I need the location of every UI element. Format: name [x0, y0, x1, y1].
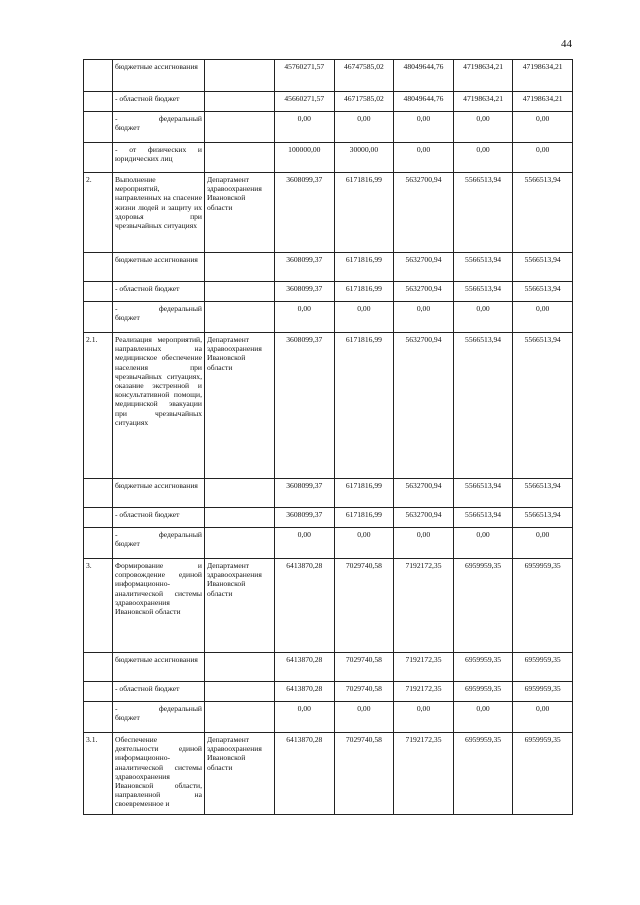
amount-cell-year-4: 47198634,21 [453, 92, 513, 112]
federal-dash: - [115, 304, 118, 313]
amount-cell-year-4: 0,00 [453, 528, 513, 559]
amount-cell-year-2: 46747585,02 [334, 60, 394, 92]
federal-budget-label [113, 528, 205, 559]
amount-cell-year-4: 6959959,35 [453, 653, 513, 682]
funding-source-label: - областной бюджет [113, 282, 205, 302]
amount-cell-year-3: 7192172,35 [394, 653, 454, 682]
federal-tail: бюджет [115, 313, 140, 323]
item-number-cell [84, 302, 113, 333]
executor-cell [205, 528, 275, 559]
federal-tail: бюджет [115, 123, 140, 133]
amount-cell-year-5: 0,00 [513, 702, 573, 733]
amount-cell-year-2: 6171816,99 [334, 333, 394, 479]
budget-table [83, 59, 573, 815]
table-row-sub [84, 479, 573, 508]
amount-cell-year-3: 7192172,35 [394, 559, 454, 653]
executor-cell: Департамент здравоохранения Ивановской области [205, 733, 275, 815]
item-number-cell: 3. [84, 559, 113, 653]
table-row-sub [84, 682, 573, 702]
executor-cell [205, 508, 275, 528]
executor-cell [205, 682, 275, 702]
amount-cell-year-1: 3608099,37 [275, 333, 335, 479]
amount-cell-year-4: 6959959,35 [453, 733, 513, 815]
amount-cell-year-2: 46717585,02 [334, 92, 394, 112]
table-row-sub [84, 92, 573, 112]
amount-cell-year-1: 45760271,57 [275, 60, 335, 92]
amount-cell-year-5: 47198634,21 [513, 92, 573, 112]
amount-cell-year-1: 0,00 [275, 528, 335, 559]
table-row-item [84, 559, 573, 653]
amount-cell-year-2: 7029740,58 [334, 682, 394, 702]
item-number-cell [84, 702, 113, 733]
table-row-sub [84, 143, 573, 173]
amount-cell-year-2: 7029740,58 [334, 733, 394, 815]
table-row-item [84, 333, 573, 479]
amount-cell-year-1: 3608099,37 [275, 508, 335, 528]
amount-cell-year-5: 6959959,35 [513, 733, 573, 815]
amount-cell-year-3: 0,00 [394, 143, 454, 173]
item-name-cell: Обеспечение деятельности единой информационно-аналитической системы здравоохранения Ивановской области, направленной на своевременное и [113, 733, 205, 815]
amount-cell-year-5: 47198634,21 [513, 60, 573, 92]
executor-cell [205, 92, 275, 112]
executor-cell [205, 60, 275, 92]
item-number-cell [84, 528, 113, 559]
amount-cell-year-1: 3608099,37 [275, 479, 335, 508]
table-row-sub [84, 653, 573, 682]
amount-cell-year-1: 45660271,57 [275, 92, 335, 112]
item-number-cell [84, 282, 113, 302]
amount-cell-year-1: 6413870,28 [275, 733, 335, 815]
executor-cell [205, 653, 275, 682]
item-name-cell: Реализация мероприятий, направленных на медицинское обеспечение населения при чрезвычайных ситуациях, оказание экстренной и консультативной помощи, медицинской эвакуации при чрезвычайных ситуациях [113, 333, 205, 479]
amount-cell-year-4: 6959959,35 [453, 682, 513, 702]
federal-dash: - [115, 114, 118, 123]
amount-cell-year-1: 6413870,28 [275, 653, 335, 682]
amount-cell-year-3: 0,00 [394, 702, 454, 733]
amount-cell-year-2: 0,00 [334, 302, 394, 333]
amount-cell-year-3: 7192172,35 [394, 682, 454, 702]
item-number-cell [84, 143, 113, 173]
amount-cell-year-2: 7029740,58 [334, 559, 394, 653]
amount-cell-year-4: 6959959,35 [453, 559, 513, 653]
executor-cell [205, 282, 275, 302]
amount-cell-year-3: 5632700,94 [394, 508, 454, 528]
table-row-sub [84, 508, 573, 528]
item-number-cell [84, 508, 113, 528]
amount-cell-year-3: 0,00 [394, 302, 454, 333]
amount-cell-year-5: 6959959,35 [513, 559, 573, 653]
funding-source-label: - областной бюджет [113, 508, 205, 528]
amount-cell-year-3: 5632700,94 [394, 253, 454, 282]
item-number-cell [84, 92, 113, 112]
amount-cell-year-5: 5566513,94 [513, 333, 573, 479]
amount-cell-year-1: 3608099,37 [275, 253, 335, 282]
executor-cell [205, 302, 275, 333]
amount-cell-year-2: 0,00 [334, 702, 394, 733]
item-number-cell [84, 479, 113, 508]
federal-tail: бюджет [115, 539, 140, 549]
amount-cell-year-4: 5566513,94 [453, 333, 513, 479]
amount-cell-year-2: 6171816,99 [334, 173, 394, 253]
table-row-item [84, 173, 573, 253]
amount-cell-year-4: 5566513,94 [453, 282, 513, 302]
amount-cell-year-4: 5566513,94 [453, 479, 513, 508]
amount-cell-year-3: 5632700,94 [394, 479, 454, 508]
amount-cell-year-4: 0,00 [453, 143, 513, 173]
amount-cell-year-5: 0,00 [513, 302, 573, 333]
table-row-sub [84, 702, 573, 733]
amount-cell-year-2: 0,00 [334, 112, 394, 143]
federal-budget-label [113, 112, 205, 143]
amount-cell-year-2: 6171816,99 [334, 282, 394, 302]
amount-cell-year-4: 0,00 [453, 702, 513, 733]
amount-cell-year-2: 6171816,99 [334, 479, 394, 508]
table-row-sub [84, 282, 573, 302]
amount-cell-year-3: 5632700,94 [394, 173, 454, 253]
executor-cell: Департамент здравоохранения Ивановской области [205, 559, 275, 653]
funding-source-label: - областной бюджет [113, 92, 205, 112]
executor-cell: Департамент здравоохранения Ивановской области [205, 173, 275, 253]
item-name-cell: Выполнение мероприятий, направленных на спасение жизни людей и защиту их здоровья при чрезвычайных ситуациях [113, 173, 205, 253]
amount-cell-year-2: 7029740,58 [334, 653, 394, 682]
amount-cell-year-2: 30000,00 [334, 143, 394, 173]
table-row-sub [84, 253, 573, 282]
federal-word: федеральный [158, 530, 202, 539]
funding-source-label: - областной бюджет [113, 682, 205, 702]
funding-source-label: бюджетные ассигнования [113, 253, 205, 282]
table-row-item [84, 733, 573, 815]
amount-cell-year-3: 48049644,76 [394, 92, 454, 112]
item-number-cell [84, 112, 113, 143]
item-number-cell [84, 653, 113, 682]
amount-cell-year-1: 0,00 [275, 302, 335, 333]
executor-cell [205, 112, 275, 143]
amount-cell-year-1: 0,00 [275, 702, 335, 733]
amount-cell-year-1: 6413870,28 [275, 559, 335, 653]
item-number-cell: 2.1. [84, 333, 113, 479]
amount-cell-year-4: 5566513,94 [453, 508, 513, 528]
amount-cell-year-4: 0,00 [453, 302, 513, 333]
amount-cell-year-5: 5566513,94 [513, 282, 573, 302]
amount-cell-year-5: 5566513,94 [513, 479, 573, 508]
table-row-sub [84, 302, 573, 333]
amount-cell-year-4: 0,00 [453, 112, 513, 143]
executor-cell: Департамент здравоохранения Ивановской области [205, 333, 275, 479]
federal-word: федеральный [158, 304, 202, 313]
page-number: 44 [561, 38, 572, 50]
amount-cell-year-1: 0,00 [275, 112, 335, 143]
item-number-cell [84, 60, 113, 92]
amount-cell-year-5: 0,00 [513, 143, 573, 173]
federal-dash: - [115, 704, 118, 713]
table-row-sub [84, 528, 573, 559]
federal-tail: бюджет [115, 713, 140, 723]
amount-cell-year-3: 5632700,94 [394, 333, 454, 479]
amount-cell-year-4: 47198634,21 [453, 60, 513, 92]
amount-cell-year-2: 6171816,99 [334, 508, 394, 528]
amount-cell-year-4: 5566513,94 [453, 253, 513, 282]
executor-cell [205, 479, 275, 508]
executor-cell [205, 143, 275, 173]
executor-cell [205, 253, 275, 282]
amount-cell-year-5: 6959959,35 [513, 653, 573, 682]
amount-cell-year-1: 3608099,37 [275, 282, 335, 302]
funding-source-label: - от физических и юридических лиц [113, 143, 205, 173]
item-number-cell [84, 682, 113, 702]
federal-word: федеральный [158, 114, 202, 123]
amount-cell-year-1: 100000,00 [275, 143, 335, 173]
amount-cell-year-5: 5566513,94 [513, 253, 573, 282]
federal-dash: - [115, 530, 118, 539]
funding-source-label: бюджетные ассигнования [113, 60, 205, 92]
item-number-cell: 3.1. [84, 733, 113, 815]
amount-cell-year-5: 6959959,35 [513, 682, 573, 702]
amount-cell-year-5: 0,00 [513, 112, 573, 143]
amount-cell-year-2: 0,00 [334, 528, 394, 559]
item-name-cell: Формирование и сопровождение единой информационно-аналитической системы здравоохранения Ивановской области [113, 559, 205, 653]
amount-cell-year-3: 7192172,35 [394, 733, 454, 815]
amount-cell-year-5: 5566513,94 [513, 508, 573, 528]
federal-word: федеральный [158, 704, 202, 713]
item-number-cell: 2. [84, 173, 113, 253]
federal-budget-label [113, 702, 205, 733]
federal-budget-label [113, 302, 205, 333]
amount-cell-year-1: 6413870,28 [275, 682, 335, 702]
executor-cell [205, 702, 275, 733]
amount-cell-year-3: 0,00 [394, 528, 454, 559]
amount-cell-year-3: 0,00 [394, 112, 454, 143]
amount-cell-year-4: 5566513,94 [453, 173, 513, 253]
amount-cell-year-5: 5566513,94 [513, 173, 573, 253]
table-row-sub [84, 60, 573, 92]
table-row-sub [84, 112, 573, 143]
amount-cell-year-3: 5632700,94 [394, 282, 454, 302]
amount-cell-year-1: 3608099,37 [275, 173, 335, 253]
amount-cell-year-3: 48049644,76 [394, 60, 454, 92]
amount-cell-year-5: 0,00 [513, 528, 573, 559]
funding-source-label: бюджетные ассигнования [113, 479, 205, 508]
item-number-cell [84, 253, 113, 282]
amount-cell-year-2: 6171816,99 [334, 253, 394, 282]
funding-source-label: бюджетные ассигнования [113, 653, 205, 682]
